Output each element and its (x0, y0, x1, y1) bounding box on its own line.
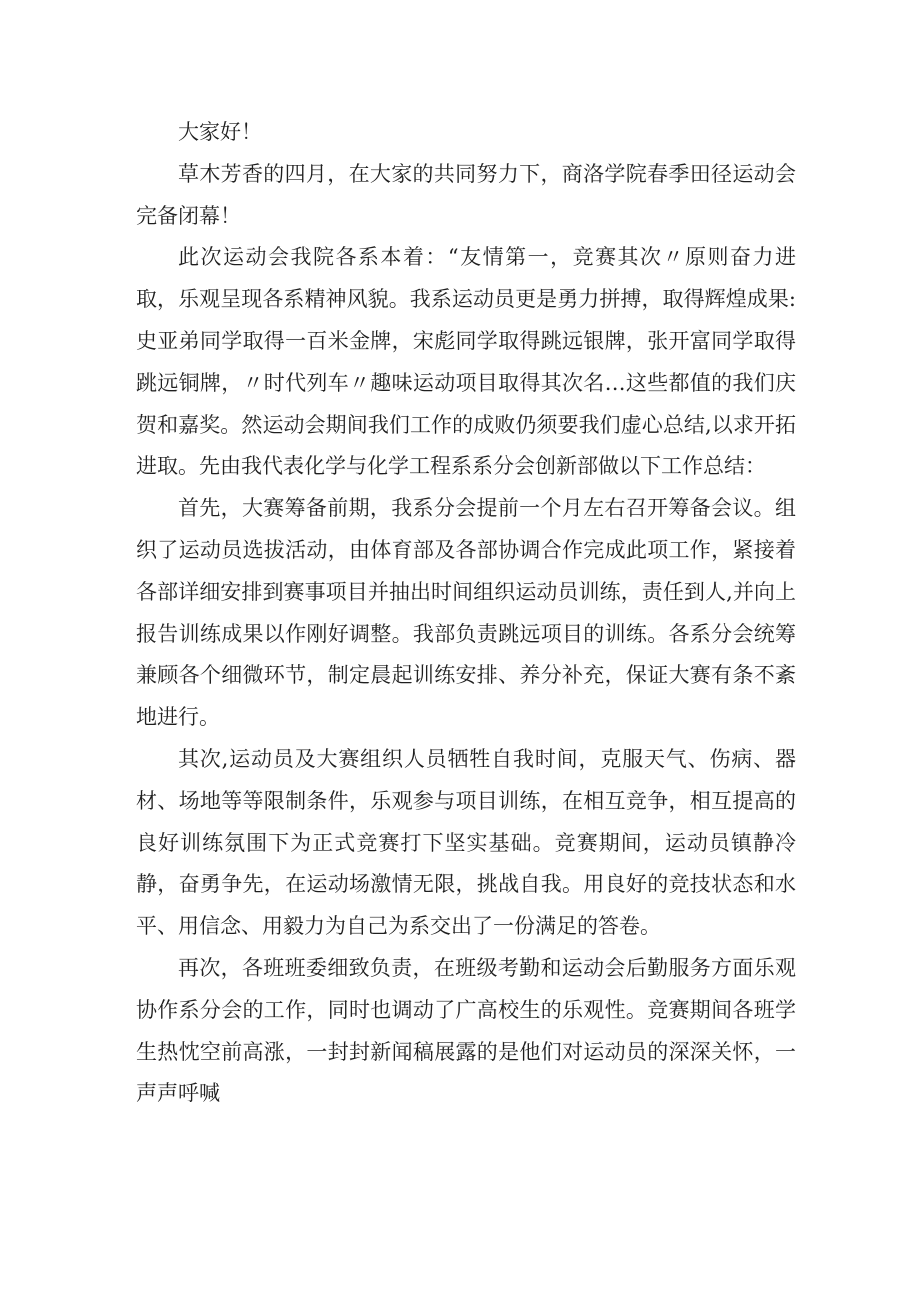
document-body (136, 112, 796, 1115)
paragraph-athletes: 其次,运动员及大赛组织人员牺牲自我时间，克服天气、伤病、器材、场地等等限制条件，乐观参与项目训练，在相互竞争，相互提高的良好训练氛围下为正式竞赛打下坚实基础。竞赛期间，运动员镇静冷静，奋勇争先，在运动场激情无限，挑战自我。用良好的竞技状态和水平、用信念、用毅力为自己为系交出了一份满足的答卷。 (136, 746, 796, 939)
paragraph-preparation: 首先，大赛筹备前期，我系分会提前一个月左右召开筹备会议。组织了运动员选拔活动，由体育部及各部协调合作完成此项工作，紧接着各部详细安排到赛事项目并抽出时间组织运动员训练，责任到人,并向上报告训练成果以作刚好调整。我部负责跳远项目的训练。各系分会统筹兼顾各个细微环节，制定晨起训练安排、养分补充，保证大赛有条不紊地进行。 (136, 496, 796, 730)
greeting: 大家好！ (178, 120, 262, 144)
paragraph-class-committees: 再次，各班班委细致负责，在班级考勤和运动会后勤服务方面乐观协作系分会的工作，同时也调动了广高校生的乐观性。竞赛期间各班学生热忱空前高涨，一封封新闻稿展露的是他们对运动员的深深关怀，一声声呼喊 (136, 955, 796, 1106)
paragraph-results: 此次运动会我院各系本着：“友情第一，竞赛其次〃原则奋力进取，乐观呈现各系精神风貌。我系运动员更是勇力拼搏，取得辉煌成果:史亚弟同学取得一百米金牌，宋彪同学取得跳远银牌，张开富同学取得跳远铜牌，〃时代列车〃趣味运动项目取得其次名…这些都值的我们庆贺和嘉奖。然运动会期间我们工作的成败仍须要我们虚心总结,以求开拓进取。先由我代表化学与化学工程系系分会创新部做以下工作总结： (136, 245, 796, 479)
paragraph-closing-announcement: 草木芳香的四月，在大家的共同努力下，商洛学院春季田径运动会完备闭幕！ (136, 161, 796, 228)
